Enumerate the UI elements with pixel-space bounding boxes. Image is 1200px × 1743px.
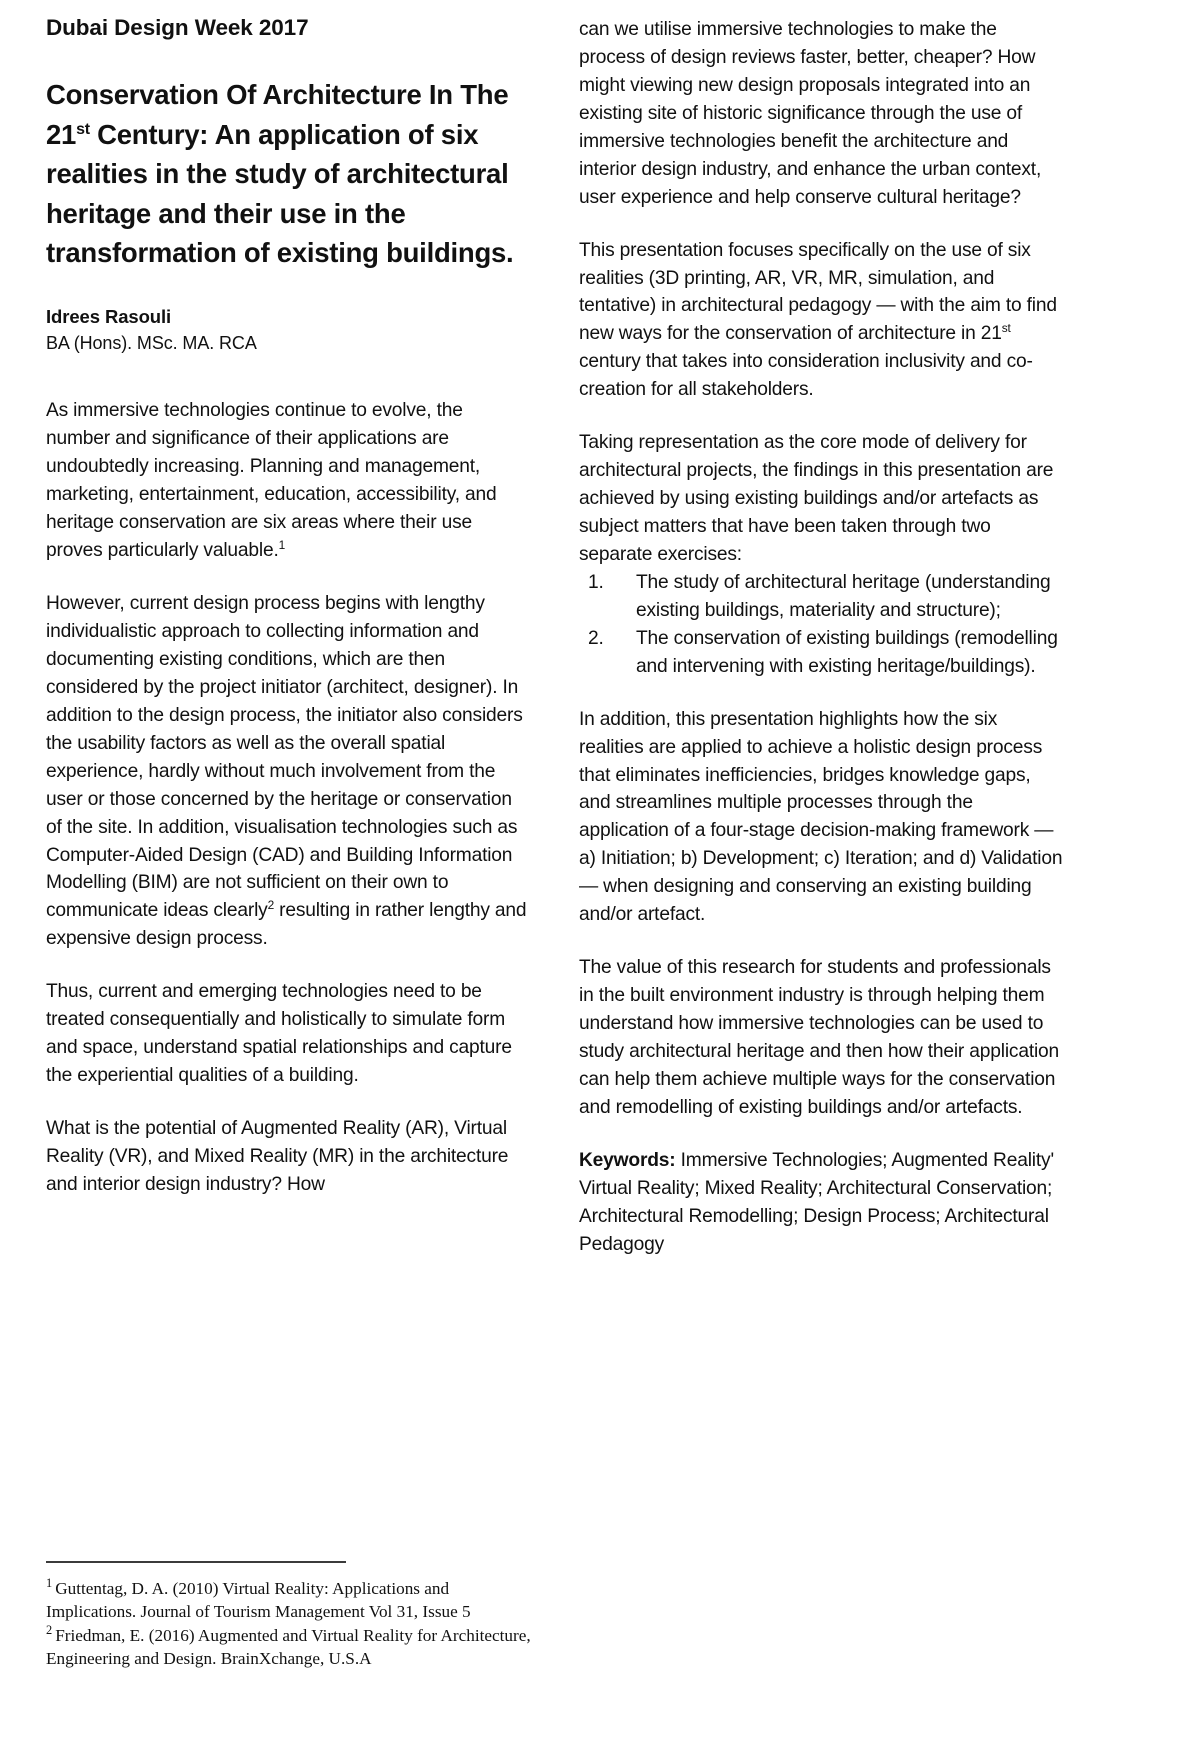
paragraph-representation: Taking representation as the core mode of delivery for architectural projects, the findings in this presentation are achieved by using existing buildings and/or artefacts as subject matters that have been taken through two separate exercises: (579, 432, 1054, 565)
left-column (46, 14, 531, 1729)
paragraph-design-process-text-b: resulting in rather lengthy and expensive design process. (46, 900, 527, 950)
author-credentials: BA (Hons). MSc. MA. RCA (46, 333, 257, 354)
paragraph-holistic-process: In addition, this presentation highlights how the six realities are applied to achieve a holistic design process that eliminates inefficiencies, bridges knowledge gaps, and streamlines multiple processes through the application of a four-stage decision-making framework — a) Initiation; b) Development; c) Iteration; and d) Validation — when designing and conserving an existing building and/or artefact. (579, 708, 1063, 926)
paragraph-research-questions: can we utilise immersive technologies to make the process of design reviews faster, better, cheaper? How might viewing new design proposals integrated into an existing site of historic significance through the use of immersive technologies benefit the architecture and interior design industry, and enhance the urban context, user experience and help conserve cultural heritage? (579, 19, 1042, 208)
paragraph-intro-text: As immersive technologies continue to evolve, the number and significance of their applications are undoubtedly increasing. Planning and management, marketing, entertainment, education, accessibility, and heritage conservation are six areas where their use proves particularly valuable. (46, 400, 497, 562)
paragraph-design-process (46, 590, 531, 953)
event-title: Dubai Design Week 2017 (46, 15, 309, 40)
list-item-text: The study of architectural heritage (understanding existing buildings, materiality and structure); (636, 571, 1051, 621)
footnote-separator-rule (46, 1561, 346, 1563)
list-item (579, 625, 1064, 681)
footnote-ref-2[interactable]: 2 (267, 898, 275, 913)
paragraph-emerging-technologies: Thus, current and emerging technologies need to be treated consequentially and holistically to simulate form and space, understand spatial relationships and capture the experiential qualities of a building. (46, 981, 512, 1087)
paragraph-six-realities-text-a: This presentation focuses specifically on the use of six realities (3D printing, AR, VR, MR, simulation, and tentative) in architectural pedagogy — with the aim to find new ways for the conservation of architecture in 21 (579, 239, 1057, 345)
paragraph-intro (46, 397, 531, 565)
paragraph-research-value: The value of this research for students and professionals in the built environment industry is through helping them understand how immersive technologies can be used to study architectural heritage and then how their application can help them achieve multiple ways for the conservation and remodelling of existing buildings and/or artefacts. (579, 957, 1060, 1118)
paragraph-potential-question: What is the potential of Augmented Reality (AR), Virtual Reality (VR), and Mixed Reality (MR) in the architecture and interior design industry? How (46, 1118, 509, 1195)
keywords-text: Immersive Technologies; Augmented Reality' Virtual Reality; Mixed Reality; Architectural Conservation; Architectural Remodelling; Design Process; Architectural Pedagogy (579, 1149, 1054, 1255)
footnote-text: Friedman, E. (2016) Augmented and Virtual Reality for Architecture, Engineering and Design. BrainXchange, U.S.A (46, 1625, 531, 1669)
list-item-number: 2. (588, 627, 604, 649)
footnotes-section (46, 1561, 531, 1729)
list-item-number: 1. (588, 571, 604, 593)
right-column-body (579, 16, 1064, 1259)
footnote-item (46, 1624, 531, 1671)
list-item (579, 569, 1064, 625)
author-name: Idrees Rasouli (46, 305, 172, 327)
keywords-label: Keywords: (579, 1149, 676, 1171)
title-text-before-superscript: Conservation Of Architecture In The 21 (46, 79, 509, 150)
paragraph-six-realities (579, 237, 1064, 405)
two-column-layout (46, 14, 1154, 1729)
list-item-text: The conservation of existing buildings (remodelling and intervening with existing heritage/buildings). (636, 627, 1058, 677)
keywords-block (579, 1147, 1064, 1259)
century-ordinal-superscript: st (1001, 321, 1011, 336)
title-text-after-superscript: Century: An application of six realities in the study of architectural heritage and their use in the transformation of existing buildings. (46, 118, 514, 269)
title-ordinal-superscript: st (76, 120, 90, 138)
right-column (579, 14, 1064, 1729)
footnote-ref-1[interactable]: 1 (278, 538, 286, 553)
left-column-body (46, 397, 531, 1198)
paragraph-design-process-text-a: However, current design process begins with lengthy individualistic approach to collecting information and documenting existing conditions, which are then considered by the project initiator (architect, designer). In addition to the design process, the initiator also considers the usability factors as well as the overall spatial experience, hardly without much involvement from the user or those concerned by the heritage or conservation of the site. In addition, visualisation technologies such as Computer-Aided Design (CAD) and Building Information Modelling (BIM) are not sufficient on their own to communicate ideas clearly (46, 593, 523, 922)
page-title (46, 75, 531, 273)
left-column-spacer (46, 1199, 531, 1561)
paragraph-six-realities-text-b: century that takes into consideration inclusivity and co-creation for all stakeholders. (579, 351, 1033, 401)
footnote-marker: 2 (46, 1623, 53, 1638)
footnote-item (46, 1577, 531, 1624)
footnote-text: Guttentag, D. A. (2010) Virtual Reality: Applications and Implications. Journal of Tourism Management Vol 31, Issue 5 (46, 1578, 471, 1622)
exercises-list (579, 569, 1064, 681)
footnote-marker: 1 (46, 1576, 53, 1591)
